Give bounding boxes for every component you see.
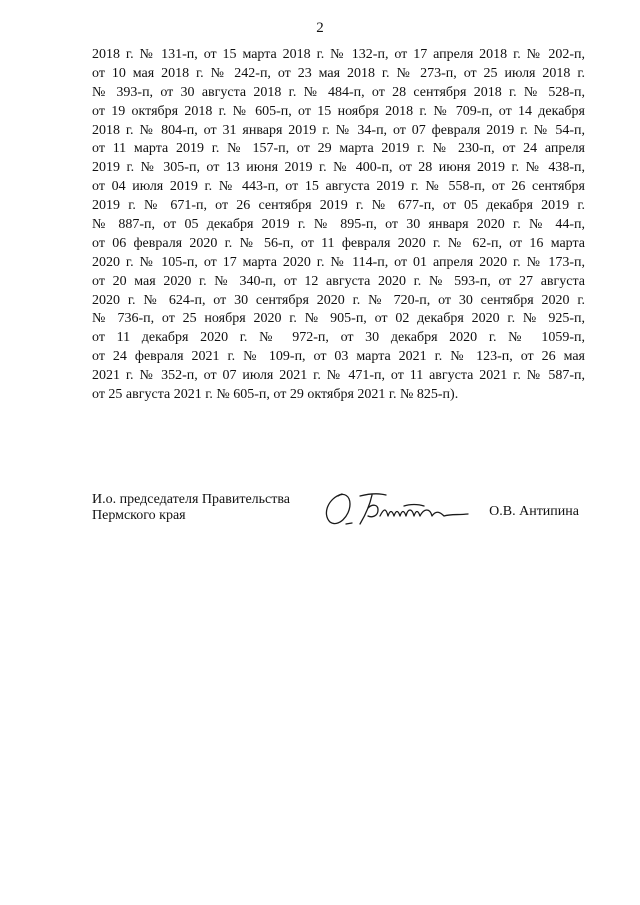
body-line: № 887-п, от 05 декабря 2019 г. № 895-п, от 30 января 2020 г. № 44-п, [92, 217, 585, 233]
page-number: 2 [316, 20, 324, 36]
signatory-title [92, 492, 290, 524]
body-line: от 20 мая 2020 г. № 340-п, от 12 августа 2020 г. № 593-п, от 27 августа [92, 273, 585, 289]
handwritten-signature [320, 486, 478, 530]
body-line: 2020 г. № 624-п, от 30 сентября 2020 г. № 720-п, от 30 сентября 2020 г. [92, 292, 585, 308]
body-line: 2020 г. № 105-п, от 17 марта 2020 г. № 114-п, от 01 апреля 2020 г. № 173-п, [92, 254, 585, 270]
signatory-name: О.В. Антипина [489, 504, 579, 519]
body-line: 2018 г. № 804-п, от 31 января 2019 г. № 34-п, от 07 февраля 2019 г. № 54-п, [92, 122, 585, 138]
body-line: 2019 г. № 305-п, от 13 июня 2019 г. № 400-п, от 28 июня 2019 г. № 438-п, [92, 160, 585, 176]
body-text [92, 46, 585, 405]
signatory-title-line-2: Пермского края [92, 508, 186, 523]
body-line: 2019 г. № 671-п, от 26 сентября 2019 г. № 677-п, от 05 декабря 2019 г. [92, 198, 585, 214]
body-line: от 24 февраля 2021 г. № 109-п, от 03 марта 2021 г. № 123-п, от 26 мая [92, 349, 585, 365]
body-line: от 11 декабря 2020 г. № 972-п, от 30 декабря 2020 г. № 1059-п, [92, 330, 585, 346]
body-line: от 19 октября 2018 г. № 605-п, от 15 ноября 2018 г. № 709-п, от 14 декабря [92, 103, 585, 119]
body-line: от 06 февраля 2020 г. № 56-п, от 11 февраля 2020 г. № 62-п, от 16 марта [92, 235, 585, 251]
body-line: от 11 марта 2019 г. № 157-п, от 29 марта 2019 г. № 230-п, от 24 апреля [92, 141, 585, 157]
signatory-title-line-1: И.о. председателя Правительства [92, 492, 291, 507]
body-line: 2018 г. № 131-п, от 15 марта 2018 г. № 132-п, от 17 апреля 2018 г. № 202-п, [92, 47, 585, 62]
body-line: № 736-п, от 25 ноября 2020 г. № 905-п, от 02 декабря 2020 г. № 925-п, [92, 311, 585, 327]
body-line: 2021 г. № 352-п, от 07 июля 2021 г. № 471-п, от 11 августа 2021 г. № 587-п, [92, 368, 585, 384]
body-line: от 10 мая 2018 г. № 242-п, от 23 мая 2018 г. № 273-п, от 25 июля 2018 г. [92, 65, 585, 81]
body-line: № 393-п, от 30 августа 2018 г. № 484-п, от 28 сентября 2018 г. № 528-п, [92, 84, 585, 100]
signature-block [92, 492, 585, 542]
body-line-last: от 25 августа 2021 г. № 605-п, от 29 октября 2021 г. № 825-п). [92, 387, 459, 403]
body-line: от 04 июля 2019 г. № 443-п, от 15 августа 2019 г. № 558-п, от 26 сентября [92, 179, 585, 195]
